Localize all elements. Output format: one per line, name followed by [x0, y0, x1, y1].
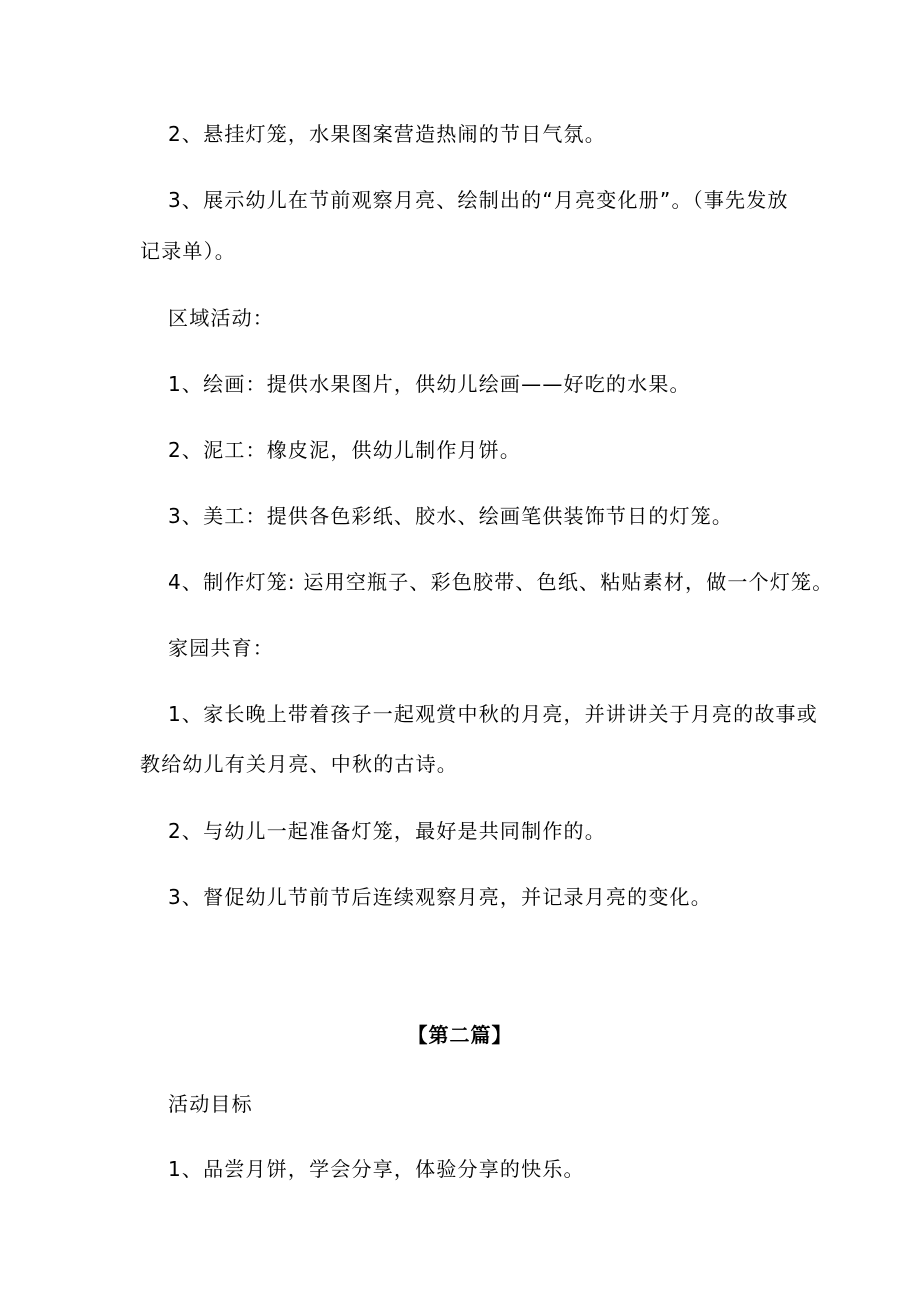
home-cooperation-item-3: 3、督促幼儿节前节后连续观察月亮，并记录月亮的变化。 — [168, 885, 712, 909]
section-heading: 【第二篇】 — [407, 1023, 513, 1047]
area-activity-title: 区域活动： — [168, 306, 274, 330]
decor-item-3-continuation: 记录单）。 — [140, 239, 236, 263]
goal-item-1: 1、品尝月饼，学会分享，体验分享的快乐。 — [168, 1157, 585, 1181]
area-activity-item-1: 1、绘画：提供水果图片，供幼儿绘画——好吃的水果。 — [168, 372, 691, 396]
home-cooperation-item-1-continuation: 教给幼儿有关月亮、中秋的古诗。 — [140, 752, 458, 776]
area-activity-item-3: 3、美工：提供各色彩纸、胶水、绘画笔供装饰节日的灯笼。 — [168, 504, 734, 528]
home-cooperation-item-2: 2、与幼儿一起准备灯笼，最好是共同制作的。 — [168, 819, 606, 843]
decor-item-2: 2、悬挂灯笼，水果图案营造热闹的节日气氛。 — [168, 122, 606, 146]
area-activity-item-2: 2、泥工：橡皮泥，供幼儿制作月饼。 — [168, 438, 522, 462]
home-cooperation-item-1: 1、家长晚上带着孩子一起观赏中秋的月亮，并讲讲关于月亮的故事或 — [168, 702, 818, 726]
decor-item-3: 3、展示幼儿在节前观察月亮、绘制出的“月亮变化册”。（事先发放 — [168, 188, 789, 212]
area-activity-item-4: 4、制作灯笼: 运用空瓶子、彩色胶带、色纸、粘贴素材，做一个灯笼。 — [168, 570, 834, 594]
home-cooperation-title: 家园共育： — [168, 636, 274, 660]
section-subtitle: 活动目标 — [168, 1092, 253, 1116]
